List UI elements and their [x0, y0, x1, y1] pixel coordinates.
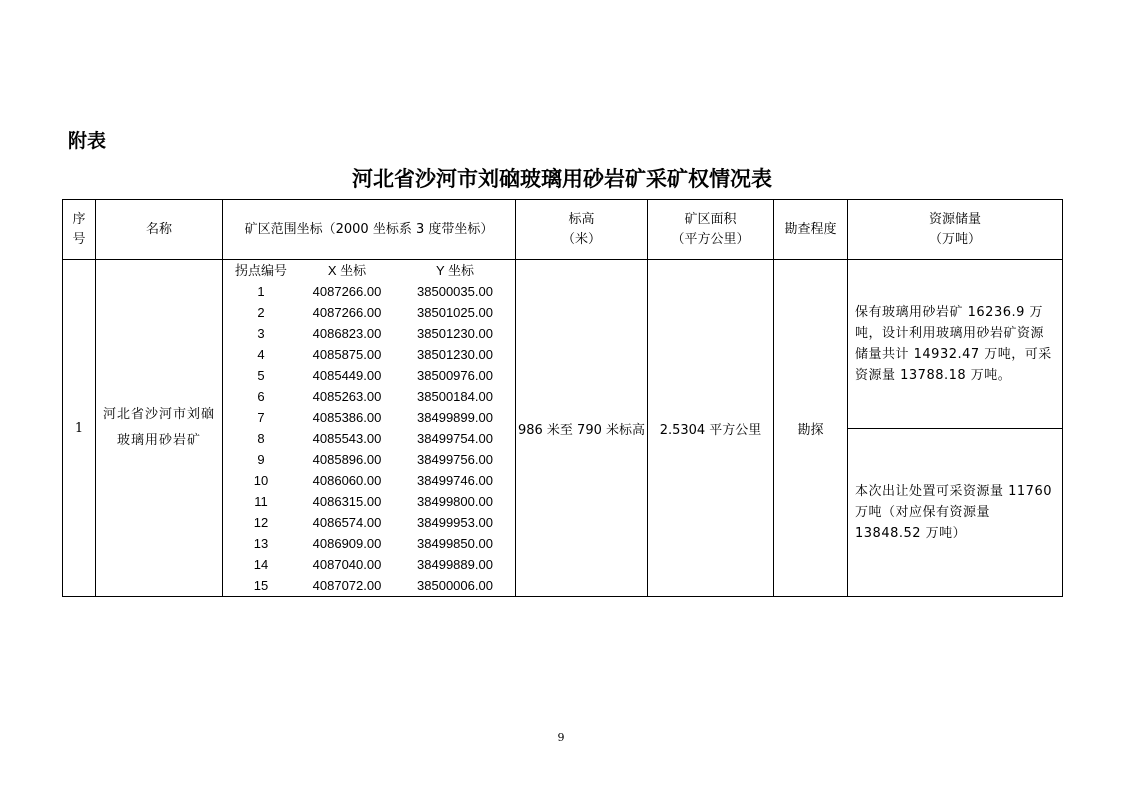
row-name-line2: 玻璃用砂岩矿	[116, 433, 201, 448]
y-coordinate: 38499953.00	[417, 515, 493, 530]
coordinate-cell	[223, 260, 516, 597]
y-coordinate: 38499850.00	[417, 536, 493, 551]
y-coordinate: 38500976.00	[417, 368, 493, 383]
coordinate-row	[223, 575, 515, 596]
coordinate-row	[223, 533, 515, 554]
point-number: 8	[257, 431, 265, 446]
x-coordinate: 4086574.00	[312, 515, 382, 530]
appendix-label: 附表	[68, 130, 107, 152]
header-area-line1: 矿区面积	[684, 211, 737, 227]
coordinate-row	[223, 281, 515, 302]
point-number: 12	[253, 515, 269, 530]
header-reserves-line1: 资源储量	[928, 211, 981, 227]
header-coord-range-text: 矿区范围坐标（2000 坐标系 3 度带坐标）	[244, 221, 494, 237]
y-coordinate: 38499800.00	[417, 494, 493, 509]
x-coordinate: 4086060.00	[312, 473, 382, 488]
coord-col-point: 拐点编号	[234, 263, 287, 278]
coordinate-row	[223, 407, 515, 428]
header-reserves-line2: （万吨）	[928, 231, 981, 247]
x-coordinate: 4087266.00	[312, 284, 382, 299]
x-coordinate: 4085449.00	[312, 368, 382, 383]
header-seq-line2: 号	[72, 231, 86, 247]
row-seq: 1	[63, 260, 96, 597]
x-coordinate: 4085896.00	[312, 452, 382, 467]
y-coordinate: 38500035.00	[417, 284, 493, 299]
header-seq	[63, 200, 96, 260]
y-coordinate: 38499889.00	[417, 557, 493, 572]
row-reserves-transfer: 本次出让处置可采资源量 11760 万吨（对应保有资源量 13848.52 万吨）	[848, 428, 1063, 597]
point-number: 7	[257, 410, 265, 425]
row-exploration: 勘探	[774, 260, 848, 597]
y-coordinate: 38500184.00	[417, 389, 493, 404]
row-name-line1: 河北省沙河市刘硇	[102, 407, 215, 422]
header-exploration-text: 勘查程度	[784, 221, 837, 237]
coord-col-y: Y 坐标	[435, 263, 475, 278]
header-area	[648, 200, 774, 260]
x-coordinate: 4086909.00	[312, 536, 382, 551]
point-number: 13	[253, 536, 269, 551]
coordinate-table	[223, 260, 515, 596]
y-coordinate: 38501025.00	[417, 305, 493, 320]
y-coordinate: 38499756.00	[417, 452, 493, 467]
y-coordinate: 38501230.00	[417, 326, 493, 341]
row-reserves-retained: 保有玻璃用砂岩矿 16236.9 万吨，设计利用玻璃用砂岩矿资源储量共计 14932.47 万吨，可采资源量 13788.18 万吨。	[848, 260, 1063, 429]
y-coordinate: 38499899.00	[417, 410, 493, 425]
point-number: 11	[254, 494, 268, 509]
row-area: 2.5304 平方公里	[648, 260, 774, 597]
y-coordinate: 38499754.00	[417, 431, 493, 446]
x-coordinate: 4085543.00	[312, 431, 382, 446]
header-coord-range	[223, 200, 516, 260]
header-name	[96, 200, 223, 260]
point-number: 15	[253, 578, 269, 593]
header-name-text: 名称	[145, 221, 172, 237]
row-elevation: 986 米至 790 米标高	[516, 260, 648, 597]
x-coordinate: 4085386.00	[312, 410, 382, 425]
coordinate-row	[223, 428, 515, 449]
coord-col-x: X 坐标	[327, 263, 367, 278]
coordinate-row	[223, 554, 515, 575]
y-coordinate: 38500006.00	[417, 578, 493, 593]
coordinate-row	[223, 323, 515, 344]
header-elevation-line2: （米）	[561, 231, 601, 247]
header-seq-line1: 序	[72, 211, 86, 227]
coordinate-row	[223, 491, 515, 512]
point-number: 14	[253, 557, 269, 572]
x-coordinate: 4085875.00	[312, 347, 382, 362]
coordinate-header-row	[223, 260, 515, 281]
header-exploration	[774, 200, 848, 260]
point-number: 5	[257, 368, 265, 383]
coordinate-row	[223, 470, 515, 491]
point-number: 1	[257, 284, 265, 299]
header-reserves	[848, 200, 1063, 260]
point-number: 9	[257, 452, 265, 467]
x-coordinate: 4086315.00	[312, 494, 382, 509]
x-coordinate: 4087040.00	[312, 557, 382, 572]
y-coordinate: 38501230.00	[417, 347, 493, 362]
x-coordinate: 4085263.00	[312, 389, 382, 404]
row-name	[96, 260, 223, 597]
coordinate-row	[223, 302, 515, 323]
table-row	[63, 260, 1063, 429]
header-elevation-line1: 标高	[568, 211, 595, 227]
x-coordinate: 4087072.00	[312, 578, 382, 593]
point-number: 2	[257, 305, 265, 320]
page-number: 9	[557, 731, 565, 744]
coordinate-row	[223, 344, 515, 365]
y-coordinate: 38499746.00	[417, 473, 493, 488]
coordinate-row	[223, 449, 515, 470]
mining-rights-table	[62, 199, 1063, 597]
document-title: 河北省沙河市刘硇玻璃用砂岩矿采矿权情况表	[352, 166, 772, 191]
point-number: 3	[257, 326, 265, 341]
point-number: 6	[257, 389, 265, 404]
coordinate-row	[223, 512, 515, 533]
point-number: 10	[253, 473, 269, 488]
coordinate-row	[223, 365, 515, 386]
point-number: 4	[257, 347, 265, 362]
header-elevation	[516, 200, 648, 260]
header-area-line2: （平方公里）	[671, 231, 750, 247]
coordinate-row	[223, 386, 515, 407]
table-header-row	[63, 200, 1063, 260]
x-coordinate: 4086823.00	[312, 326, 382, 341]
x-coordinate: 4087266.00	[312, 305, 382, 320]
